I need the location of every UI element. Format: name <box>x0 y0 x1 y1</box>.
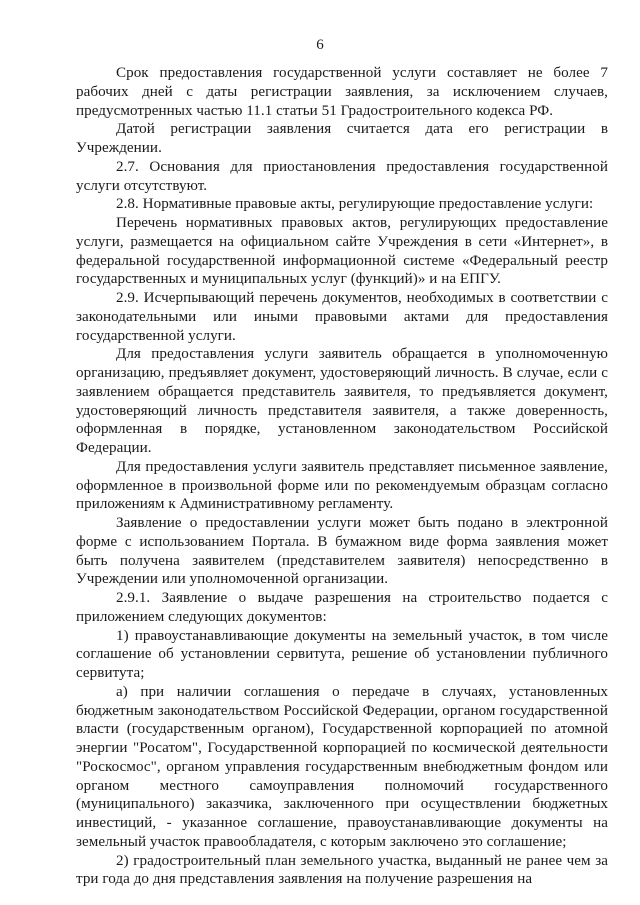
paragraph-term: Срок предоставления государственной услуги составляет не более 7 рабочих дней с даты регистрации заявления, за исключением случаев, предусмотренных частью 11.1 статьи 51 Градостроительного кодекса РФ. <box>76 65 608 119</box>
list-item-1: 1) правоустанавливающие документы на земельный участок, в том числе соглашение об установлении сервитута, решение об установлении публичного сервитута; <box>76 627 608 681</box>
paragraph-applicant-identity: Для предоставления услуги заявитель обращается в уполномоченную организацию, предъявляет документ, удостоверяющий личность. В случае, если с заявлением обращается представитель заявителя, то предъявляется документ, удостоверяющий личность представителя заявителя, а также доверенность, оформленная в порядке, установленном законодательством Российской Федерации. <box>76 346 608 456</box>
paragraph-2-9: 2.9. Исчерпывающий перечень документов, необходимых в соответствии с законодательными или иными правовыми актами для предоставления государственной услуги. <box>76 290 608 344</box>
paragraph-2-8: 2.8. Нормативные правовые акты, регулирующие предоставление услуги: <box>116 196 594 213</box>
paragraph-written-application: Для предоставления услуги заявитель представляет письменное заявление, оформленное в произвольной форме или по рекомендуемым образцам согласно приложениям к Административному регламенту. <box>76 458 608 513</box>
list-item-1a: а) при наличии соглашения о передаче в случаях, установленных бюджетным законодательством Российской Федерации, органом государственной власти (государственным органом), Государственной корпорацией по атомной энергии "Росатом", Государственной корпорацией по космической деятельности "Роскосмос", органом управления государственным внебюджетным фондом или органом местного самоуправления полномочий государственного (муниципального) заказчика, заключенного при осуществлении бюджетных инвестиций, - указанное соглашение, правоустанавливающие документы на земельный участок правообладателя, с которым заключено это соглашение; <box>76 683 608 850</box>
paragraph-2-9-1: 2.9.1. Заявление о выдаче разрешения на строительство подается с приложением следующих документов: <box>76 590 608 625</box>
list-item-2: 2) градостроительный план земельного участка, выданный не ранее чем за три года до дня представления заявления на получение разрешения на <box>76 852 608 888</box>
paragraph-electronic-form: Заявление о предоставлении услуги может быть подано в электронной форме с использованием Портала. В бумажном виде форма заявления может быть получена заявителем (представителем заявителя) непосредственно в Учреждении или уполномоченной организации. <box>76 515 608 588</box>
paragraph-legal-acts-list: Перечень нормативных правовых актов, регулирующих предоставление услуги, размещается на официальном сайте Учреждения в сети «Интернет», в федеральной государственной информационной системе «Федеральный реестр государственных и муниципальных услуг (функций)» и на ЕПГУ. <box>76 215 608 288</box>
page-number: 6 <box>316 37 324 53</box>
paragraph-registration-date: Датой регистрации заявления считается дата его регистрации в Учреждении. <box>76 121 608 156</box>
document-body <box>76 64 608 889</box>
paragraph-2-7: 2.7. Основания для приостановления предоставления государственной услуги отсутствуют. <box>76 158 608 194</box>
